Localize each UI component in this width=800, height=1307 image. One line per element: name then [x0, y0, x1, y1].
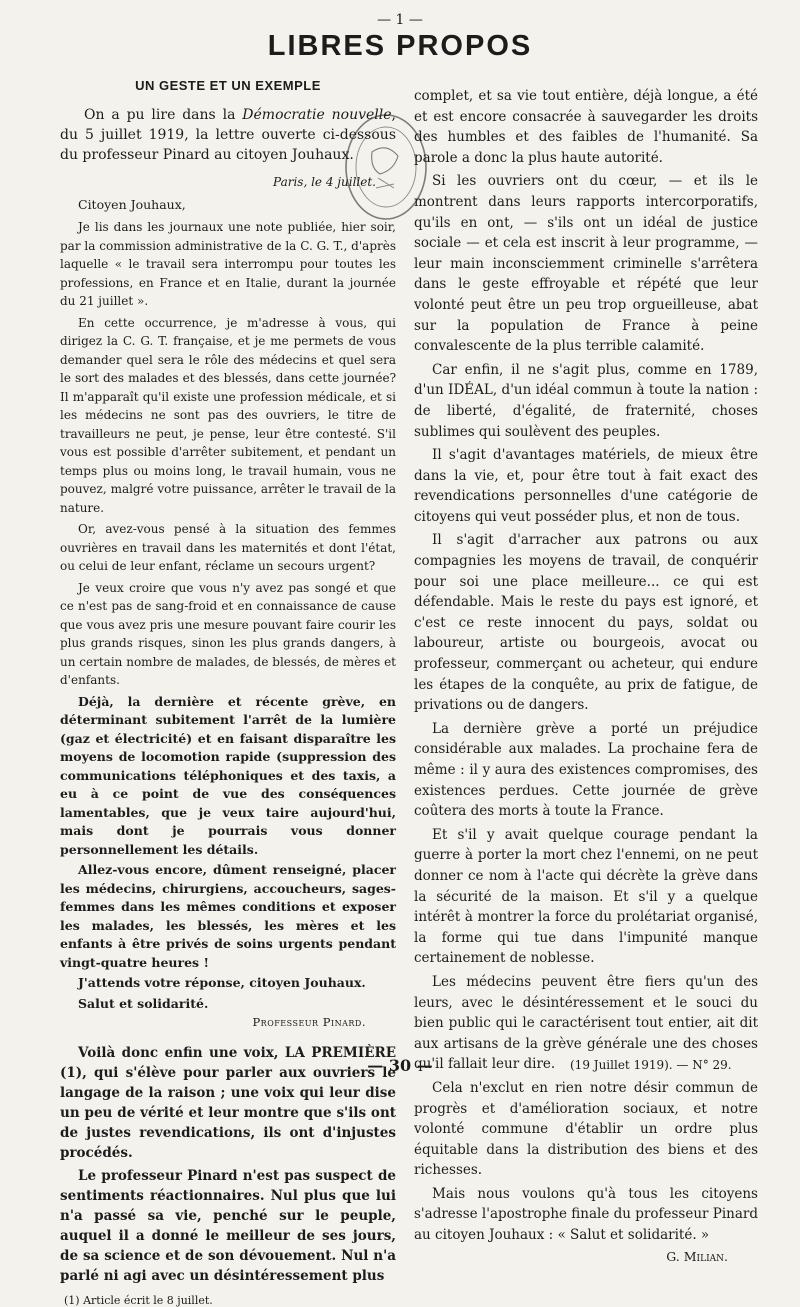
right-paragraph: La dernière grève a porté un préjudice considérable aux malades. La prochaine fera de même : il y aura des existences compromises, des existences perdues. Cette journée de grève coûtera des morts à toute la France.	[414, 720, 758, 820]
author-signature: G. Milian.	[666, 1248, 728, 1264]
right-paragraph: Il s'agit d'arracher aux patrons ou aux compagnies les moyens de travail, de conquérir pour soi une place meilleure... ce qui est défendable. Mais le reste du pays est ignoré, et c'est ce reste innocent du pays, soldat ou laboureur, artiste ou bourgeois, avocat ou professeur, commerçant ou acheteur, qui endure les étapes de la conquête, au prix de fatigue, de privations ou de dangers.	[414, 532, 758, 714]
letter-paragraph-4: Je veux croire que vous n'y avez pas songé et que ce n'est pas de sang-froid et en connaissance de cause que vous avez pris une mesure pouvant faire courir les plus grands risques, sinon les plus grands dangers, à un certain nombre de malades, de blessés, de mères et d'enfants.	[60, 580, 396, 687]
right-paragraph: Car enfin, il ne s'agit plus, comme en 1789, d'un IDÉAL, d'un idéal commun à toute la nation : de liberté, d'égalité, de fraternité, choses sublimes qui soulèvent des peuples.	[414, 361, 758, 440]
right-paragraph: Il s'agit d'avantages matériels, de mieux être dans la vie, et, pour être tout à fait exact des revendications personnelles d'une catégorie de citoyens qui veut posséder plus, et non de tous.	[414, 447, 758, 525]
page-number-top: — 1 —	[377, 12, 423, 28]
letter-paragraph-7: J'attends votre réponse, citoyen Jouhaux.	[78, 975, 366, 990]
issue-date: (19 Juillet 1919). — N° 29.	[570, 1058, 732, 1072]
right-paragraph: complet, et sa vie tout entière, déjà longue, a été et est encore consacrée à sauvegarder les droits des humbles et des faibles de l'humanité. Sa parole a donc la plus haute autorité.	[414, 88, 758, 166]
article-subtitle: UN GESTE ET UN EXEMPLE	[135, 78, 321, 93]
right-paragraph: Mais nous voulons qu'à tous les citoyens s'adresse l'apostrophe finale du professeur Pinard au citoyen Jouhaux : « Salut et solidarité. »	[414, 1185, 759, 1244]
right-paragraph: Cela n'exclut en rien notre désir commun de progrès et d'amélioration sociaux, et notre volonté commune d'établir un ordre plus équitable dans la distribution des biens et des richesses.	[414, 1079, 758, 1179]
letter-paragraph-2: En cette occurrence, je m'adresse à vous, qui dirigez la C. G. T. française, et je me permets de vous demander quel sera le rôle des médecins et quel sera le sort des malades et des blessés, dans cette journée? Il m'apparaît qu'il existe une profession médicale, et si les médecins ne sont pas des ouvriers, le titre de travailleurs ne peut, je pense, leur être contesté. S'il vous est possible d'arrêter subitement, et pendant un temps plus ou moins long, le travail humain, vous ne pouvez, malgré votre puissance, arrêter le travail de la nature.	[60, 315, 396, 515]
left-column	[60, 78, 396, 1307]
letter-paragraph-8: Salut et solidarité.	[78, 995, 209, 1011]
right-paragraph: Les médecins peuvent être fiers qu'un des leurs, avec le désintéressement et le souci du bien public qui le caractérisent tout entier, ait dit aux artisans de la grève générale une des choses qu'il fallait leur dire.	[414, 973, 758, 1073]
page-number-bottom: — 30 —	[367, 1056, 433, 1075]
page-title: LIBRES PROPOS	[267, 30, 533, 62]
letter-paragraph-3: Or, avez-vous pensé à la situation des femmes ouvrières en travail dans les maternités et dont l'état, ou celui de leur enfant, réclame un secours urgent?	[60, 522, 396, 573]
right-column	[414, 86, 758, 1264]
footnote: (1) Article écrit le 8 juillet.	[64, 1294, 213, 1307]
right-paragraph: Si les ouvriers ont du cœur, — et ils le montrent dans leurs rapports intercorporatifs, qu'ils en ont, — s'ils ont un idéal de justice sociale — et cela est inscrit à leur programme, — leur main inconsciemment criminelle s'arrêtera dans le geste effroyable et répété que leur volonté peut être un peu trop orgueilleuse, abat sur la population de France à peine convalescente de la plus terrible calamité.	[414, 173, 758, 355]
body-left-paragraph-1: Voilà donc enfin une voix, LA PREMIÈRE (1), qui s'élève pour parler aux ouvriers le langage de la raison ; une voix qui leur dise un peu de vérité et leur montre que s'ils ont de justes revendications, ils ont d'injustes procédés.	[60, 1045, 396, 1161]
letter-date: Paris, le 4 juillet.	[273, 175, 376, 189]
letter-salutation: Citoyen Jouhaux,	[78, 197, 186, 212]
letter-paragraph-6: Allez-vous encore, dûment renseigné, placer les médecins, chirurgiens, accoucheurs, sages-femmes dans les mêmes conditions et exposer les malades, les blessés, les mères et les enfants à être privés de soins urgents pendant vingt-quatre heures !	[60, 862, 396, 970]
letter-paragraph-1: Je lis dans les journaux une note publiée, hier soir, par la commission administrative de la C. G. T., d'après laquelle « le travail sera interrompu pour toutes les professions, en France et en Italie, durant la journée du 21 juillet ».	[60, 220, 396, 308]
letter-paragraph-5: Déjà, la dernière et récente grève, en déterminant subitement l'arrêt de la lumière (gaz et électricité) et en faisant disparaître les moyens de locomotion rapide (suppression des communications téléphoniques et des taxis, a eu à ce point de vue des conséquences lamentables, que je veux taire aujourd'hui, mais dont je pourrais vous donner personnellement les détails.	[60, 693, 396, 857]
letter-signature: Professeur Pinard.	[252, 1015, 366, 1029]
right-paragraph: Et s'il y avait quelque courage pendant la guerre à porter la mort chez l'ennemi, on ne peut donner ce nom à l'acte qui décrète la grève dans la sécurité de la maison. Et s'il y a quelque intérêt à montrer la force du prolétariat organisé, la forme qui tue dans l'impunité manque certainement de noblesse.	[414, 826, 758, 967]
body-left-paragraph-2: Le professeur Pinard n'est pas suspect de sentiments réactionnaires. Nul plus que lui n'a passé sa vie, penché sur le peuple, auquel il a donné le meilleur de ses jours, de sa science et de son dévouement. Nul n'a parlé ni agi avec un désintéressement plus	[60, 1168, 396, 1284]
intro-paragraph: On a pu lire dans la Démocratie nouvelle, du 5 juillet 1919, la lettre ouverte ci-dessous du professeur Pinard au citoyen Jouhaux.	[60, 107, 396, 163]
